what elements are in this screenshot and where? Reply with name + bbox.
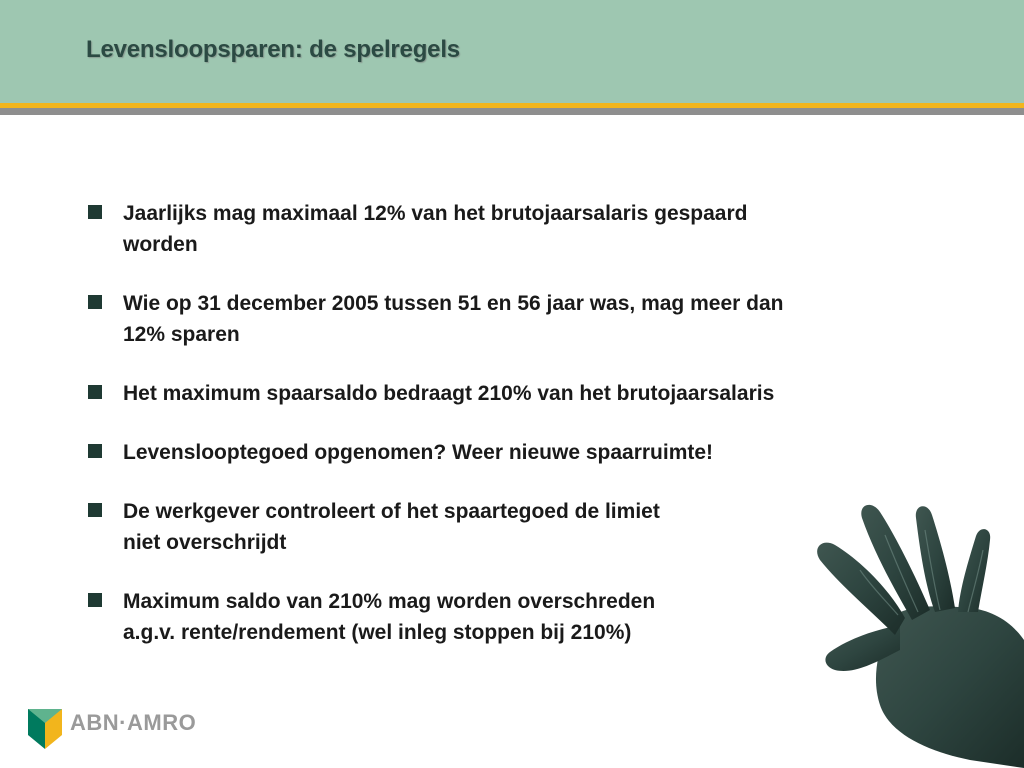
raised-hand-icon [800, 490, 1024, 768]
bullet-text: Het maximum spaarsaldo bedraagt 210% van het brutojaarsalaris [123, 382, 775, 405]
bullet-text: Maximum saldo van 210% mag worden overschreden a.g.v. rente/rendement (wel inleg stoppen bij 210%) [123, 590, 656, 644]
bullet-text: Wie op 31 december 2005 tussen 51 en 56 jaar was, mag meer dan 12% sparen [123, 292, 784, 346]
bullet-item [88, 198, 948, 260]
brand-logo [28, 705, 228, 749]
square-bullet-icon [88, 385, 102, 399]
bullet-item [88, 288, 948, 350]
header-band [0, 0, 1024, 103]
bullet-text: Levenslooptegoed opgenomen? Weer nieuwe spaarruimte! [123, 441, 714, 464]
bullet-text: Jaarlijks mag maximaal 12% van het brutojaarsalaris gespaard worden [123, 202, 748, 256]
header-stripe-gray [0, 108, 1024, 115]
square-bullet-icon [88, 593, 102, 607]
bullet-item [88, 378, 948, 409]
square-bullet-icon [88, 295, 102, 309]
square-bullet-icon [88, 444, 102, 458]
square-bullet-icon [88, 503, 102, 517]
bullet-item [88, 437, 948, 468]
bullet-text: De werkgever controleert of het spaartegoed de limiet niet overschrijdt [123, 500, 660, 554]
brand-name: ABN·AMRO [70, 710, 197, 735]
slide-title: Levensloopsparen: de spelregels [86, 36, 460, 63]
abn-amro-shield-icon [28, 705, 62, 749]
square-bullet-icon [88, 205, 102, 219]
